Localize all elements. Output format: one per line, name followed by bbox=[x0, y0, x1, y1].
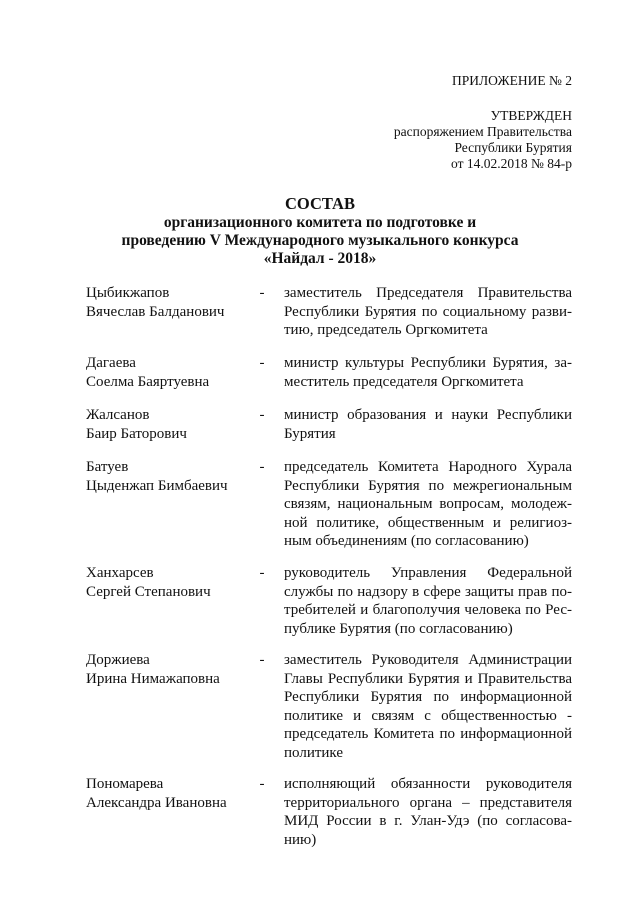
role-line: Республики Бурятия по информационной bbox=[284, 689, 572, 705]
member-surname: Пономарева bbox=[86, 776, 164, 792]
role-line: Республики Бурятия по социальному разви- bbox=[284, 303, 572, 320]
role-line: министр образования и науки Республики bbox=[284, 407, 572, 423]
role-line: заместитель Руководителя Администрации bbox=[284, 652, 572, 668]
member-dash: - bbox=[259, 285, 265, 301]
approval-block bbox=[394, 108, 572, 172]
member-given-names: Цыденжап Бимбаевич bbox=[86, 477, 228, 494]
title-line: организационного комитета по подготовке и bbox=[163, 214, 477, 231]
role-line: председатель Комитета Народного Хурала bbox=[284, 459, 572, 475]
role-line: территориального органа – представителя bbox=[284, 794, 572, 811]
role-line: ной политике, общественным и религиоз- bbox=[284, 514, 572, 531]
member-surname: Цыбикжапов bbox=[86, 285, 170, 301]
role-line: нию) bbox=[284, 831, 317, 848]
member-role bbox=[284, 406, 572, 443]
member-dash: - bbox=[259, 459, 265, 475]
member-dash: - bbox=[259, 565, 265, 581]
title-line: «Найдал - 2018» bbox=[263, 250, 377, 267]
member-role bbox=[284, 651, 572, 762]
member-given-names: Соелма Баяртуевна bbox=[86, 373, 210, 390]
approval-status: УТВЕРЖДЕН bbox=[490, 108, 572, 123]
member-name bbox=[86, 284, 246, 321]
role-line: Главы Республики Бурятия и Правительства bbox=[284, 670, 572, 687]
role-line: МИД России в г. Улан-Удэ (по согласова- bbox=[284, 813, 572, 829]
member-given-names: Баир Баторович bbox=[86, 425, 187, 442]
member-role bbox=[284, 354, 572, 391]
role-line: политике bbox=[284, 744, 343, 761]
role-line: руководитель Управления Федеральной bbox=[284, 565, 572, 581]
member-name bbox=[86, 651, 246, 688]
member-name bbox=[86, 775, 246, 812]
role-line: исполняющий обязанности руководителя bbox=[284, 776, 572, 792]
member-entry bbox=[86, 458, 572, 568]
role-line: Республики Бурятия по межрегиональным bbox=[284, 477, 572, 494]
member-role bbox=[284, 775, 572, 849]
member-given-names: Александра Ивановна bbox=[86, 794, 227, 811]
member-dash: - bbox=[259, 355, 265, 371]
role-line: министр культуры Республики Бурятия, за- bbox=[284, 355, 572, 371]
member-given-names: Вячеслав Балданович bbox=[86, 303, 225, 320]
member-name bbox=[86, 406, 246, 443]
approval-line: распоряжением Правительства bbox=[393, 124, 572, 139]
role-line: требителей и благополучия человека по Рес- bbox=[284, 602, 572, 618]
member-given-names: Сергей Степанович bbox=[86, 583, 211, 600]
member-surname: Ханхарсев bbox=[86, 565, 154, 581]
member-entry bbox=[86, 651, 572, 761]
title-main: СОСТАВ bbox=[285, 194, 355, 213]
member-entry bbox=[86, 775, 572, 885]
member-role bbox=[284, 458, 572, 551]
member-role bbox=[284, 564, 572, 638]
role-line: председатель Комитета по информационной bbox=[284, 726, 572, 742]
role-line: связям, национальным вопросам, молодеж- bbox=[284, 496, 572, 512]
title-line: проведению V Международного музыкального конкурса bbox=[121, 232, 519, 249]
role-line: меститель председателя Оргкомитета bbox=[284, 373, 524, 390]
role-line: заместитель Председателя Правительства bbox=[284, 285, 572, 301]
appendix-label: ПРИЛОЖЕНИЕ № 2 bbox=[451, 73, 572, 88]
role-line: Бурятия bbox=[284, 425, 336, 442]
member-dash: - bbox=[259, 776, 265, 792]
member-role bbox=[284, 284, 572, 340]
member-dash: - bbox=[259, 652, 265, 668]
member-surname: Жалсанов bbox=[86, 407, 150, 423]
role-line: публике Бурятия (по согласованию) bbox=[284, 620, 513, 637]
member-dash: - bbox=[259, 407, 265, 423]
member-name bbox=[86, 354, 246, 391]
role-line: ным объединениям (по согласованию) bbox=[284, 533, 529, 549]
member-given-names: Ирина Нимажаповна bbox=[86, 670, 220, 687]
approval-line: от 14.02.2018 № 84-р bbox=[451, 156, 572, 171]
role-line: службы по надзору в сфере защиты прав по- bbox=[284, 583, 572, 600]
role-line: тию, председатель Оргкомитета bbox=[284, 322, 488, 338]
approval-line: Республики Бурятия bbox=[454, 140, 572, 155]
document-title bbox=[0, 195, 640, 268]
member-surname: Доржиева bbox=[86, 652, 150, 668]
member-name bbox=[86, 458, 246, 495]
role-line: политике и связям с общественностью - bbox=[284, 707, 572, 724]
member-surname: Дагаева bbox=[86, 355, 136, 371]
member-name bbox=[86, 564, 246, 601]
member-surname: Батуев bbox=[86, 459, 129, 475]
